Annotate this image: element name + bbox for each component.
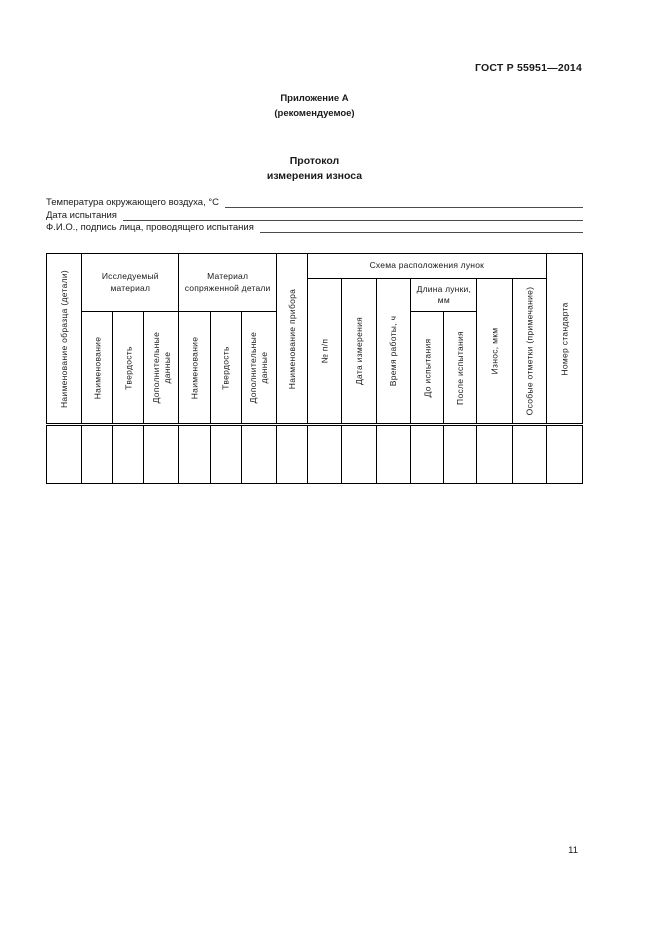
col-header-row-number: № п/п <box>307 279 341 425</box>
col-header-work-time: Время работы, ч <box>377 279 411 425</box>
empty-data-row <box>47 425 583 484</box>
annex-block <box>46 91 583 121</box>
form-fields <box>46 196 583 233</box>
group-header-mating-material: Материал сопряженной детали <box>179 254 276 312</box>
col-header-researched-additional: Дополнительные данные <box>144 312 179 425</box>
col-header-standard-number: Номер стандарта <box>546 254 582 425</box>
protocol-title-line1: Протокол <box>289 155 340 167</box>
col-header-mating-name: Наименование <box>179 312 210 425</box>
page-number: 11 <box>568 845 578 856</box>
doc-number: ГОСТ Р 55951—2014 <box>474 62 582 74</box>
group-header-researched-material: Исследуемый материал <box>82 254 179 312</box>
protocol-table-wrap <box>46 253 583 484</box>
empty-data-cell <box>82 425 113 484</box>
annex-title: Приложение А <box>280 93 349 104</box>
col-header-mating-hardness: Твердость <box>210 312 241 425</box>
form-line-test-date <box>46 208 583 220</box>
group-header-hole-layout-scheme: Схема расположения лунок <box>307 254 546 279</box>
col-header-researched-name: Наименование <box>82 312 113 425</box>
empty-data-cell <box>477 425 512 484</box>
form-line-temperature <box>46 196 583 208</box>
col-header-researched-hardness: Твердость <box>113 312 144 425</box>
empty-data-cell <box>444 425 477 484</box>
empty-data-cell <box>241 425 276 484</box>
empty-data-cell <box>276 425 307 484</box>
col-header-wear: Износ, мкм <box>477 279 512 425</box>
col-header-measurement-date: Дата измерения <box>342 279 377 425</box>
tester-name-label: Ф.И.О., подпись лица, проводящего испытания <box>46 221 254 233</box>
protocol-title-line2: измерения износа <box>266 170 363 182</box>
annex-subtitle: (рекомендуемое) <box>274 108 355 119</box>
empty-data-cell <box>307 425 341 484</box>
tester-name-fill-line <box>260 223 583 233</box>
col-header-special-notes: Особые отметки (примечание) <box>512 279 546 425</box>
form-line-tester-name <box>46 221 583 233</box>
empty-data-cell <box>377 425 411 484</box>
protocol-title <box>46 154 583 184</box>
empty-data-cell <box>546 425 582 484</box>
temperature-label: Температура окружающего воздуха, °С <box>46 197 220 209</box>
test-date-fill-line <box>123 211 583 221</box>
col-header-mating-additional: Дополнительные данные <box>241 312 276 425</box>
temperature-fill-line <box>225 198 583 208</box>
protocol-table <box>46 253 583 484</box>
empty-data-cell <box>342 425 377 484</box>
empty-data-cell <box>47 425 82 484</box>
col-header-device-name: Наименование прибора <box>276 254 307 425</box>
empty-data-cell <box>210 425 241 484</box>
col-header-sample-name: Наименование образца (детали) <box>47 254 82 425</box>
empty-data-cell <box>512 425 546 484</box>
empty-data-cell <box>411 425 444 484</box>
group-header-hole-length: Длина лунки, мм <box>411 279 477 312</box>
empty-data-cell <box>113 425 144 484</box>
empty-data-cell <box>144 425 179 484</box>
col-header-length-after-test: После испытания <box>444 312 477 425</box>
empty-data-cell <box>179 425 210 484</box>
test-date-label: Дата испытания <box>46 209 117 221</box>
col-header-length-before-test: До испытания <box>411 312 444 425</box>
